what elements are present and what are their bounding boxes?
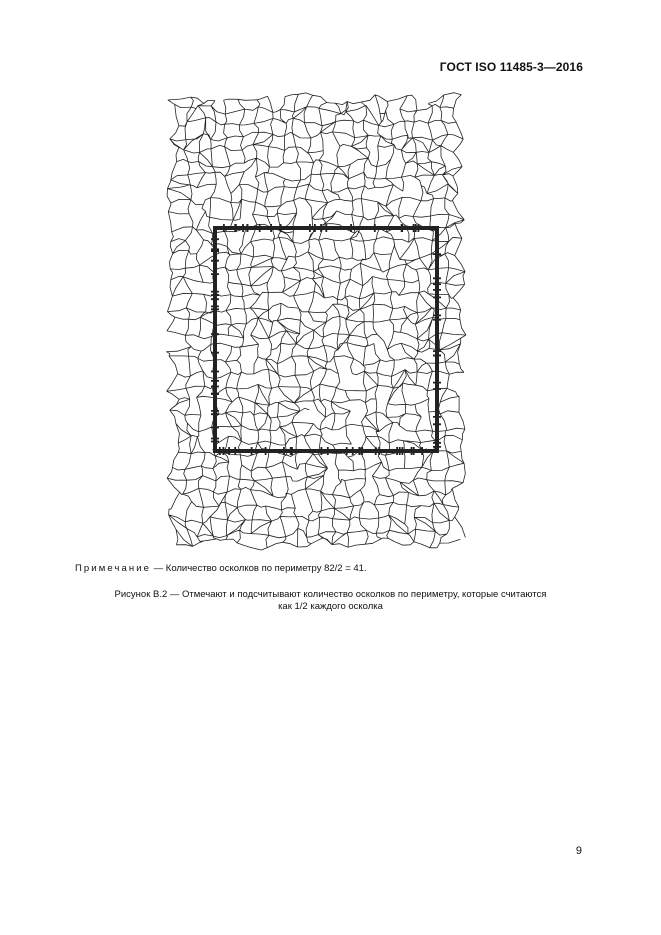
fragment-tick-marks (211, 224, 441, 455)
fragment-network (166, 93, 466, 550)
page-number: 9 (575, 845, 582, 857)
figure-note (75, 563, 367, 574)
fracture-pattern-image (160, 90, 472, 552)
fracture-figure (160, 90, 472, 552)
tick-marks (211, 224, 441, 455)
counting-rectangle (215, 228, 437, 451)
note-label: Примечание (75, 563, 151, 574)
counting-frame (215, 228, 437, 451)
caption-line-1: Рисунок В.2 — Отмечают и подсчитывают количество осколков по периметру, которые считаются (114, 589, 547, 600)
figure-caption (60, 589, 601, 613)
document-header: ГОСТ ISO 11485-3—2016 (439, 60, 583, 74)
fragment-edges (166, 93, 466, 550)
note-text: — Количество осколков по периметру 82/2 = 41. (151, 563, 367, 574)
caption-line-2: как 1/2 каждого осколка (278, 601, 383, 612)
